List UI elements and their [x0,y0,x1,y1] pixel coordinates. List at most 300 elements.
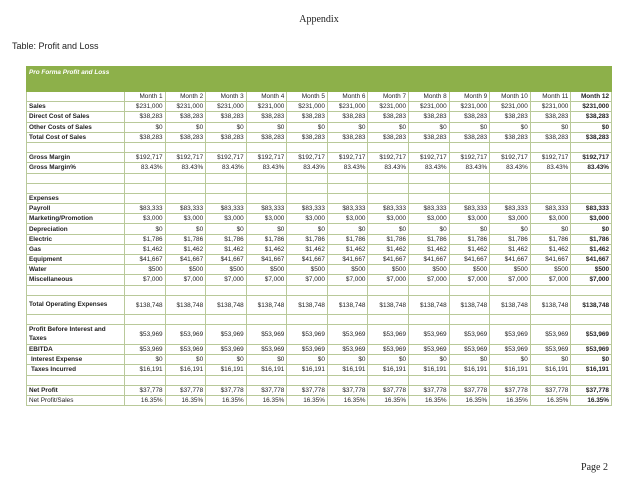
value-cell: $500 [449,265,490,275]
value-cell: $0 [206,122,247,132]
value-cell: $0 [490,224,531,234]
value-cell: $1,462 [287,244,328,254]
value-cell: 16.35% [409,395,450,405]
value-cell [571,193,612,203]
value-cell: $0 [449,224,490,234]
value-cell: $192,717 [490,153,531,163]
value-cell: $38,283 [327,112,368,122]
value-cell: $0 [530,355,571,365]
value-cell: $192,717 [287,153,328,163]
value-cell: $3,000 [165,214,206,224]
value-cell: 83.43% [530,163,571,173]
value-cell [206,193,247,203]
value-cell: $0 [287,224,328,234]
value-cell: $0 [246,224,287,234]
value-cell: $138,748 [530,295,571,315]
value-cell: 16.35% [490,395,531,405]
value-cell: $231,000 [327,102,368,112]
value-cell: $83,333 [165,204,206,214]
value-cell: $500 [206,265,247,275]
blank-cell [125,375,166,385]
value-cell: $192,717 [530,153,571,163]
header-cell [449,67,490,92]
value-cell: $53,969 [571,325,612,345]
value-cell: 16.35% [530,395,571,405]
value-cell: $231,000 [571,102,612,112]
table-row [27,295,612,315]
blank-cell [246,183,287,193]
value-cell: $16,191 [246,365,287,375]
value-cell: $231,000 [368,102,409,112]
value-cell: $3,000 [327,214,368,224]
table-header-row [27,67,612,92]
value-cell: $0 [125,355,166,365]
blank-cell [27,285,125,295]
value-cell: $3,000 [125,214,166,224]
value-cell: $41,667 [368,255,409,265]
value-cell: $0 [206,224,247,234]
blank-cell [287,285,328,295]
value-cell: $38,283 [449,112,490,122]
value-cell: $192,717 [327,153,368,163]
value-cell: $83,333 [490,204,531,214]
table-row [27,224,612,234]
value-cell: $38,283 [165,132,206,142]
row-label: Net Profit/Sales [27,395,125,405]
table-caption: Table: Profit and Loss [12,41,99,51]
blank-cell [287,375,328,385]
row-label: Electric [27,234,125,244]
blank-cell [530,173,571,183]
value-cell: $41,667 [327,255,368,265]
value-cell [449,193,490,203]
blank-cell [449,183,490,193]
table-row [27,395,612,405]
header-cell [530,67,571,92]
month-header-cell: Month 9 [449,92,490,102]
value-cell: $192,717 [206,153,247,163]
blank-cell [27,375,125,385]
value-cell: $37,778 [571,385,612,395]
blank-cell [530,183,571,193]
page-number: Page 2 [581,462,608,473]
value-cell: $38,283 [206,132,247,142]
value-cell: 16.35% [206,395,247,405]
value-cell: $0 [368,355,409,365]
blank-cell [206,315,247,325]
table-row [27,385,612,395]
row-label: Interest Expense [27,355,125,365]
value-cell: $0 [449,355,490,365]
row-label: Equipment [27,255,125,265]
value-cell: $53,969 [530,325,571,345]
value-cell: $38,283 [165,112,206,122]
value-cell [368,193,409,203]
value-cell: $231,000 [246,102,287,112]
value-cell: $3,000 [490,214,531,224]
blank-cell [246,375,287,385]
blank-cell [409,173,450,183]
blank-row [27,183,612,193]
value-cell: $53,969 [368,344,409,354]
row-label: Expenses [27,193,125,203]
value-cell: $1,786 [327,234,368,244]
blank-cell [287,183,328,193]
value-cell: $192,717 [368,153,409,163]
value-cell: $37,778 [287,385,328,395]
blank-cell [287,173,328,183]
month-header-cell: Month 1 [125,92,166,102]
blank-cell [449,315,490,325]
value-cell: 16.35% [368,395,409,405]
value-cell: $1,462 [165,244,206,254]
value-cell: $38,283 [246,112,287,122]
blank-cell [571,183,612,193]
table-row [27,102,612,112]
value-cell: $16,191 [125,365,166,375]
value-cell: $38,283 [530,132,571,142]
value-cell: $138,748 [125,295,166,315]
value-cell: $138,748 [490,295,531,315]
value-cell: $37,778 [449,385,490,395]
month-header-cell: Month 2 [165,92,206,102]
blank-cell [368,173,409,183]
profit-loss-table [26,66,612,406]
value-cell: $53,969 [327,325,368,345]
value-cell: $7,000 [287,275,328,285]
value-cell: $138,748 [246,295,287,315]
value-cell: 83.43% [165,163,206,173]
value-cell: $53,969 [246,325,287,345]
value-cell: $38,283 [246,132,287,142]
table-row [27,344,612,354]
blank-cell [206,142,247,152]
blank-cell [530,142,571,152]
blank-cell [327,285,368,295]
value-cell: $38,283 [530,112,571,122]
blank-cell [287,142,328,152]
value-cell: $0 [327,224,368,234]
value-cell: $1,462 [246,244,287,254]
blank-cell [125,285,166,295]
blank-cell [327,315,368,325]
blank-cell [530,285,571,295]
value-cell: $231,000 [125,102,166,112]
value-cell: $53,969 [530,344,571,354]
value-cell: 16.35% [287,395,328,405]
header-cell [125,67,166,92]
value-cell: $192,717 [246,153,287,163]
month-header-cell: Month 12 [571,92,612,102]
month-header-cell: Month 3 [206,92,247,102]
value-cell: $1,786 [449,234,490,244]
value-cell: $0 [125,122,166,132]
value-cell: $500 [409,265,450,275]
table-row [27,193,612,203]
value-cell: $0 [368,224,409,234]
table-row [27,122,612,132]
table-row [27,153,612,163]
value-cell: 16.35% [571,395,612,405]
row-label: Taxes Incurred [27,365,125,375]
blank-cell [27,183,125,193]
blank-cell [409,285,450,295]
value-cell: $3,000 [530,214,571,224]
value-cell: $7,000 [409,275,450,285]
row-label: Gross Margin [27,153,125,163]
value-cell [530,193,571,203]
value-cell: 16.35% [327,395,368,405]
value-cell: $16,191 [449,365,490,375]
value-cell [165,193,206,203]
blank-row [27,173,612,183]
value-cell: $0 [530,224,571,234]
value-cell: $0 [125,224,166,234]
value-cell: $0 [165,122,206,132]
header-cell [165,67,206,92]
value-cell: $0 [571,122,612,132]
row-label: Profit Before Interest and Taxes [27,325,125,345]
value-cell: $192,717 [449,153,490,163]
table-row [27,275,612,285]
value-cell: $83,333 [571,204,612,214]
blank-cell [125,315,166,325]
row-label: Payroll [27,204,125,214]
value-cell: $0 [165,355,206,365]
value-cell: $53,969 [287,325,328,345]
blank-cell [571,315,612,325]
value-cell: $83,333 [530,204,571,214]
value-cell: $16,191 [530,365,571,375]
value-cell: $3,000 [287,214,328,224]
value-cell: $37,778 [530,385,571,395]
value-cell: $1,786 [490,234,531,244]
value-cell: $231,000 [206,102,247,112]
value-cell [327,193,368,203]
value-cell: $41,667 [571,255,612,265]
row-label: Marketing/Promotion [27,214,125,224]
table-row [27,132,612,142]
value-cell: $7,000 [206,275,247,285]
blank-row [27,142,612,152]
header-cell [246,67,287,92]
month-header-cell: Month 8 [409,92,450,102]
header-cell [327,67,368,92]
value-cell: $0 [409,355,450,365]
value-cell: $83,333 [409,204,450,214]
blank-cell [27,142,125,152]
value-cell: $53,969 [409,344,450,354]
value-cell: 16.35% [246,395,287,405]
row-label: Other Costs of Sales [27,122,125,132]
value-cell: $138,748 [206,295,247,315]
blank-cell [125,183,166,193]
blank-cell [571,285,612,295]
value-cell: $192,717 [409,153,450,163]
value-cell: $53,969 [449,344,490,354]
months-row [27,92,612,102]
value-cell: $0 [449,122,490,132]
value-cell: $3,000 [368,214,409,224]
header-cell [490,67,531,92]
value-cell: $1,786 [246,234,287,244]
value-cell: $16,191 [571,365,612,375]
value-cell: $53,969 [571,344,612,354]
month-header-cell: Month 10 [490,92,531,102]
value-cell: $38,283 [571,132,612,142]
value-cell: $41,667 [449,255,490,265]
value-cell: $3,000 [206,214,247,224]
blank-cell [287,315,328,325]
value-cell: $37,778 [165,385,206,395]
value-cell: $500 [571,265,612,275]
value-cell: $500 [327,265,368,275]
header-cell [368,67,409,92]
row-label: Miscellaneous [27,275,125,285]
blank-row [27,315,612,325]
row-label: Gross Margin% [27,163,125,173]
blank-cell [368,375,409,385]
row-label: Direct Cost of Sales [27,112,125,122]
value-cell: $0 [206,355,247,365]
value-cell: 83.43% [490,163,531,173]
value-cell: $500 [165,265,206,275]
value-cell: $0 [327,122,368,132]
value-cell: $53,969 [125,325,166,345]
value-cell: 16.35% [165,395,206,405]
blank-cell [409,375,450,385]
value-cell: $41,667 [206,255,247,265]
value-cell: $3,000 [409,214,450,224]
blank-cell [206,285,247,295]
value-cell: $1,462 [125,244,166,254]
value-cell: $0 [368,122,409,132]
value-cell: $53,969 [246,344,287,354]
value-cell: $37,778 [490,385,531,395]
value-cell: $231,000 [530,102,571,112]
value-cell: $138,748 [571,295,612,315]
blank-cell [449,173,490,183]
value-cell: $16,191 [327,365,368,375]
value-cell: $38,283 [490,112,531,122]
value-cell [287,193,328,203]
value-cell: $38,283 [206,112,247,122]
blank-cell [206,183,247,193]
value-cell: $53,969 [490,325,531,345]
blank-cell [449,375,490,385]
month-header-cell: Month 6 [327,92,368,102]
value-cell: $7,000 [327,275,368,285]
value-cell: $37,778 [409,385,450,395]
month-header-cell: Month 4 [246,92,287,102]
value-cell: $0 [287,122,328,132]
value-cell: 83.43% [287,163,328,173]
row-label: Total Cost of Sales [27,132,125,142]
value-cell: $192,717 [125,153,166,163]
value-cell: $53,969 [206,325,247,345]
value-cell: $0 [490,355,531,365]
blank-cell [125,173,166,183]
header-cell [409,67,450,92]
value-cell: $38,283 [125,132,166,142]
blank-cell [571,375,612,385]
value-cell [246,193,287,203]
blank-cell [571,142,612,152]
value-cell: 83.43% [327,163,368,173]
value-cell: $7,000 [530,275,571,285]
value-cell: $16,191 [490,365,531,375]
value-cell: $53,969 [125,344,166,354]
value-cell: $0 [571,355,612,365]
value-cell: $38,283 [327,132,368,142]
value-cell: $7,000 [449,275,490,285]
value-cell: $53,969 [165,325,206,345]
value-cell: $16,191 [287,365,328,375]
value-cell: $500 [287,265,328,275]
row-label: Sales [27,102,125,112]
months-row-label [27,92,125,102]
table-row [27,204,612,214]
page-title: Appendix [299,14,339,25]
value-cell: 16.35% [125,395,166,405]
value-cell: $41,667 [490,255,531,265]
value-cell: 83.43% [571,163,612,173]
header-cell [287,67,328,92]
value-cell: $38,283 [490,132,531,142]
value-cell: $37,778 [125,385,166,395]
value-cell: $16,191 [409,365,450,375]
blank-cell [165,375,206,385]
value-cell: $83,333 [287,204,328,214]
value-cell: $53,969 [449,325,490,345]
value-cell: $1,786 [165,234,206,244]
value-cell: $41,667 [165,255,206,265]
value-cell: $138,748 [449,295,490,315]
blank-cell [327,142,368,152]
value-cell: $500 [490,265,531,275]
blank-cell [490,375,531,385]
value-cell: $138,748 [368,295,409,315]
value-cell: $1,462 [490,244,531,254]
blank-cell [368,285,409,295]
value-cell: $500 [530,265,571,275]
table-header-label: Pro Forma Profit and Loss [27,67,125,92]
blank-cell [368,142,409,152]
blank-cell [27,173,125,183]
value-cell: $41,667 [246,255,287,265]
value-cell: $1,786 [125,234,166,244]
value-cell: $3,000 [246,214,287,224]
value-cell: $138,748 [327,295,368,315]
month-header-cell: Month 7 [368,92,409,102]
month-header-cell: Month 11 [530,92,571,102]
value-cell: $37,778 [206,385,247,395]
table-row [27,265,612,275]
blank-cell [409,315,450,325]
value-cell [125,193,166,203]
blank-cell [165,183,206,193]
value-cell: $500 [246,265,287,275]
blank-cell [409,142,450,152]
blank-cell [246,285,287,295]
value-cell: $231,000 [165,102,206,112]
blank-cell [530,315,571,325]
value-cell: $500 [125,265,166,275]
value-cell: $3,000 [571,214,612,224]
blank-cell [327,375,368,385]
value-cell: 83.43% [206,163,247,173]
row-label: Total Operating Expenses [27,295,125,315]
